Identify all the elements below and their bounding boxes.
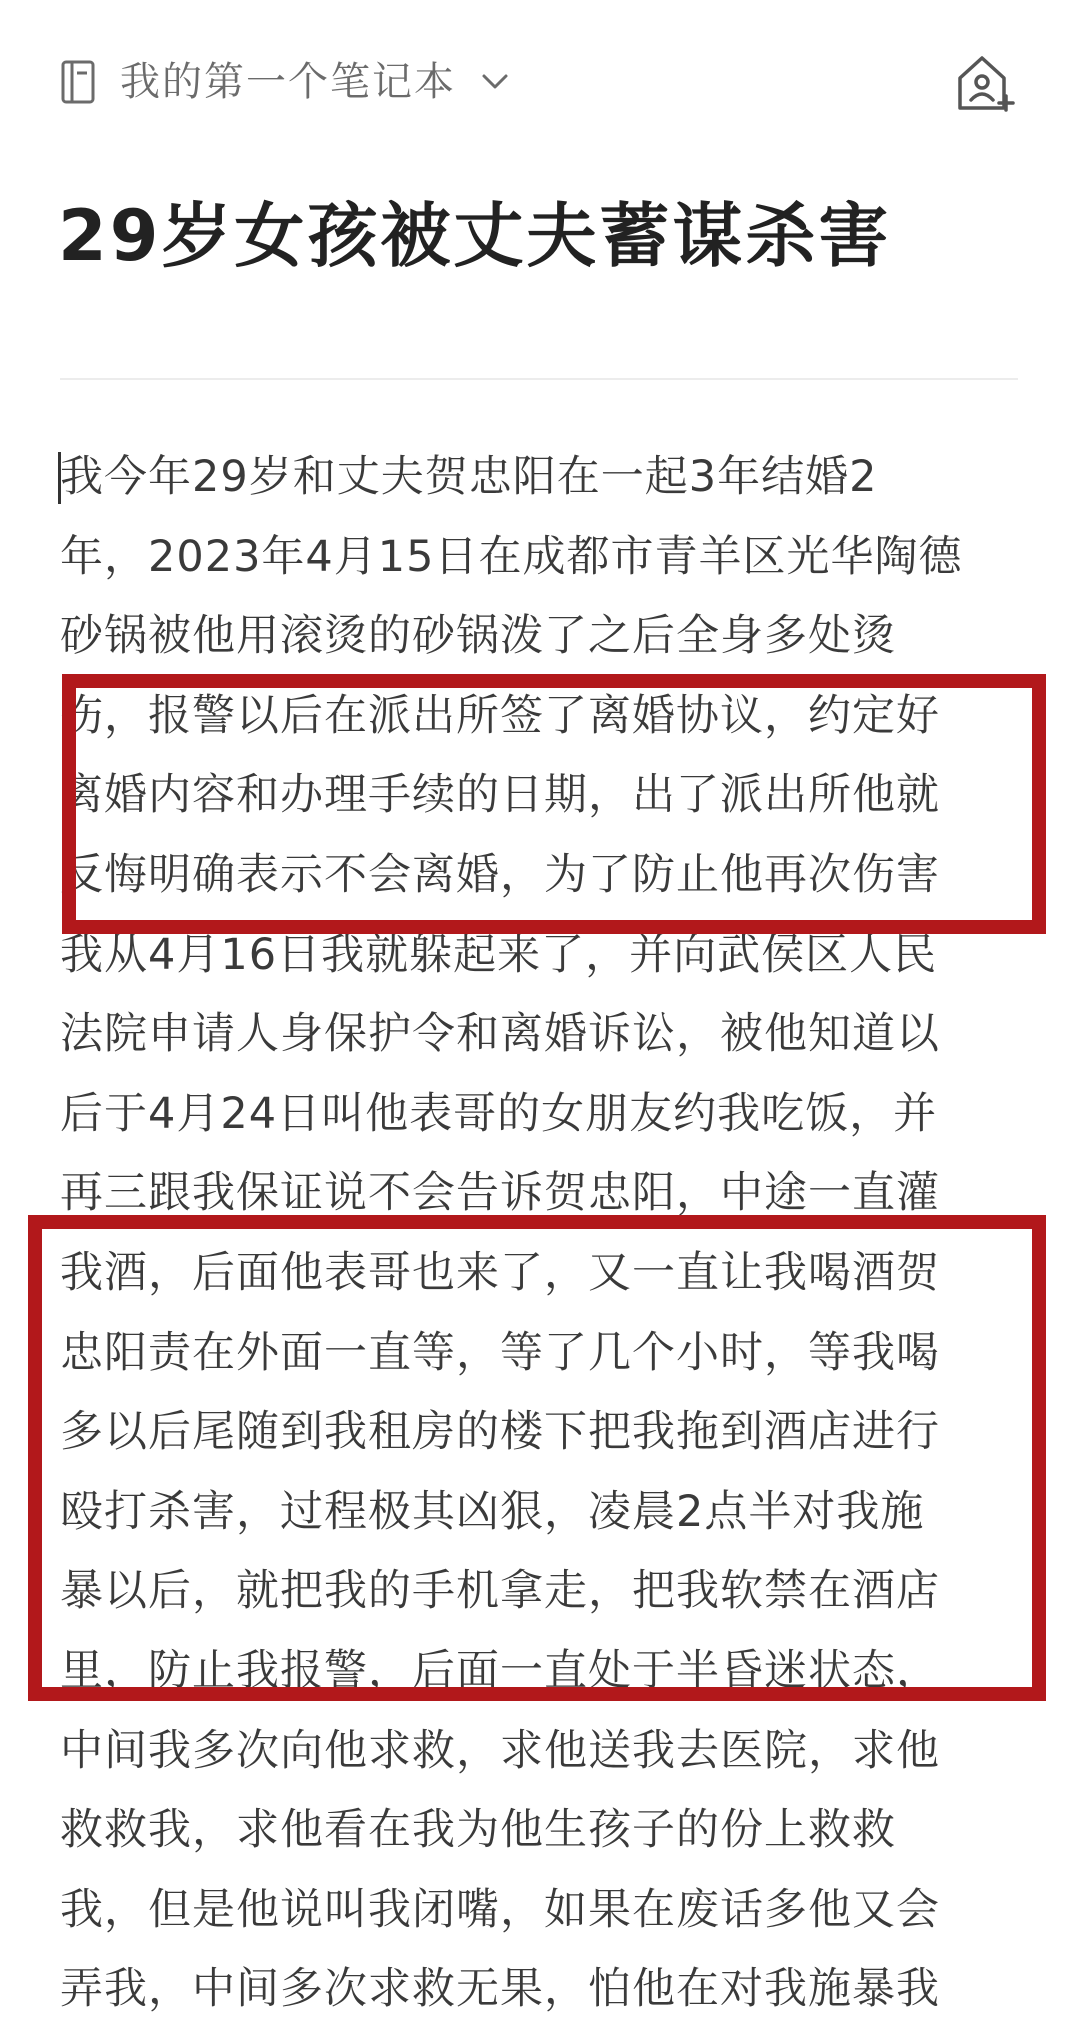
- body-line: 离婚内容和办理手续的日期，出了派出所他就: [60, 770, 940, 821]
- body-line: 法院申请人身保护令和离婚诉讼，被他知道以: [60, 1009, 940, 1060]
- body-line: 我酒，后面他表哥也来了，又一直让我喝酒贺: [60, 1247, 940, 1298]
- body-line: 反悔明确表示不会离婚，为了防止他再次伤害: [60, 849, 940, 900]
- notebook-selector[interactable]: [58, 54, 512, 110]
- title-divider: [60, 378, 1018, 380]
- note-body[interactable]: [60, 438, 1030, 2030]
- chevron-down-icon: [478, 65, 512, 99]
- body-line: 中间我多次向他求救，求他送我去医院，求他: [60, 1725, 940, 1776]
- notebook-name: 我的第一个笔记本: [120, 59, 456, 105]
- body-line: 年，2023年4月15日在成都市青羊区光华陶德: [60, 531, 963, 582]
- top-bar: [0, 0, 1080, 160]
- body-line: 救救我，求他看在我为他生孩子的份上救救: [60, 1805, 896, 1856]
- body-line: 我，但是他说叫我闭嘴，如果在废话多他又会: [60, 1884, 940, 1935]
- body-line: 伤，报警以后在派出所签了离婚协议，约定好: [60, 690, 940, 741]
- body-line: 殴打杀害，过程极其凶狠，凌晨2点半对我施: [60, 1486, 925, 1537]
- body-line: 我今年29岁和丈夫贺忠阳在一起3年结婚2: [60, 452, 878, 502]
- body-line: 再三跟我保证说不会告诉贺忠阳，中途一直灌: [60, 1168, 940, 1219]
- body-line: 后于4月24日叫他表哥的女朋友约我吃饭，并: [60, 1088, 938, 1139]
- body-line: 弄我，中间多次求救无果，怕他在对我施暴我: [60, 1964, 940, 2015]
- share-house-user-icon: [954, 52, 1016, 114]
- body-line: 砂锅被他用滚烫的砂锅泼了之后全身多处烫: [60, 611, 896, 662]
- body-line: 多以后尾随到我租房的楼下把我拖到酒店进行: [60, 1407, 940, 1458]
- body-line: 暴以后，就把我的手机拿走，把我软禁在酒店: [60, 1566, 940, 1617]
- note-title[interactable]: 29岁女孩被丈夫蓄谋杀害: [58, 195, 892, 277]
- body-line: 忠阳责在外面一直等，等了几个小时，等我喝: [60, 1327, 940, 1378]
- body-line: 里，防止我报警，后面一直处于半昏迷状态，: [60, 1645, 940, 1696]
- body-line: 我从4月16日我就躲起来了，并向武侯区人民: [60, 929, 938, 980]
- share-member-button[interactable]: [952, 50, 1018, 116]
- notebook-icon: [58, 58, 98, 106]
